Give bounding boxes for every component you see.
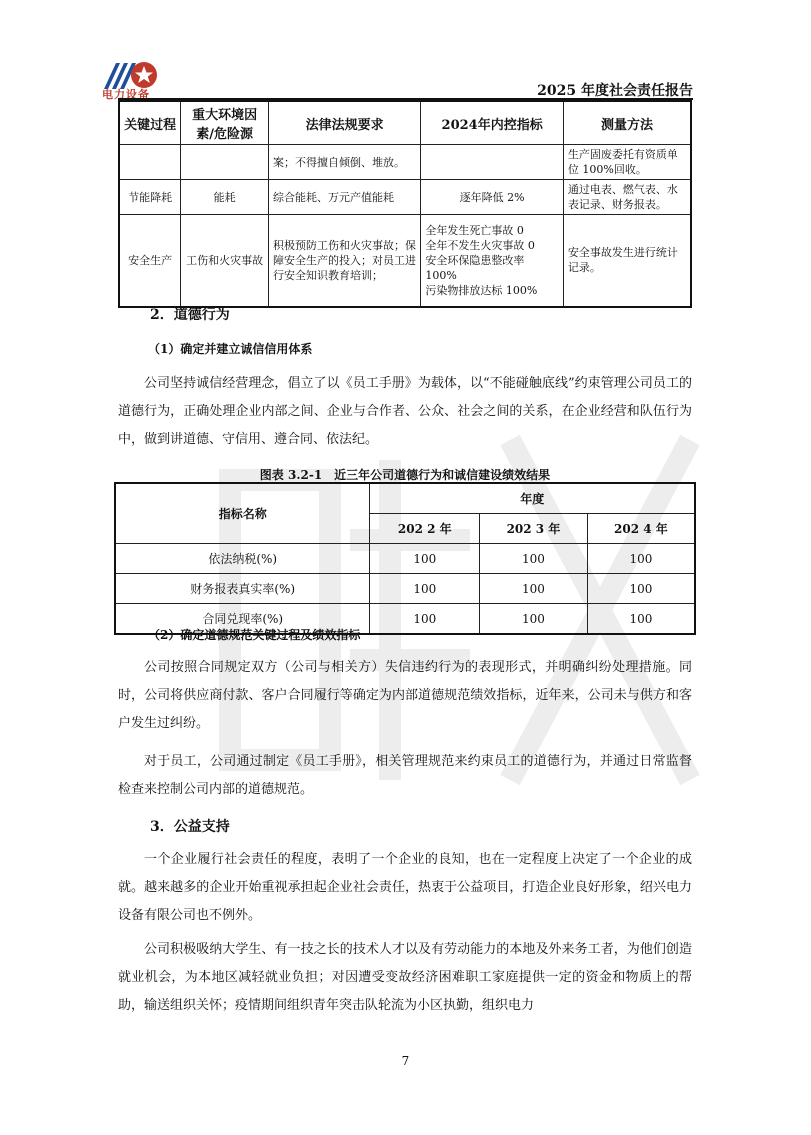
law-cell: 综合能耗、万元产值能耗 — [268, 180, 420, 215]
process-cell: 节能降耗 — [119, 180, 181, 215]
value-cell: 100 — [370, 574, 480, 604]
value-cell: 100 — [480, 544, 588, 574]
table-header-cell: 测量方法 — [563, 101, 691, 145]
indicator-name-cell: 财务报表真实率(%) — [115, 574, 370, 604]
indicator-name-cell: 依法纳税(%) — [115, 544, 370, 574]
paragraph: 一个企业履行社会责任的程度，表明了一个企业的良知，也在一定程度上决定了一个企业的成就。越来越多的企业开始重视承担起企业社会责任，热衷于公益项目，打造企业良好形象，绍兴电力设备有限公司也不例外。 — [118, 852, 692, 923]
method-cell: 通过电表、燃气表、水表记录、财务报表。 — [563, 180, 691, 215]
paragraph: 对于员工，公司通过制定《员工手册》，相关管理规范来约束员工的道德行为，并通过日常监督检查来控制公司内部的道德规范。 — [118, 754, 692, 797]
year-header: 年度 — [370, 483, 695, 514]
value-cell: 100 — [587, 604, 695, 635]
table-header-cell: 重大环境因素/危险源 — [181, 101, 269, 145]
table-header-cell: 关键过程 — [119, 101, 181, 145]
section-heading: 2．道德行为 — [150, 307, 230, 323]
table-row — [119, 215, 691, 307]
value-cell: 100 — [587, 574, 695, 604]
section-heading: 3．公益支持 — [150, 819, 230, 835]
table-header-row — [119, 101, 691, 145]
indicator-cell — [421, 145, 564, 180]
table-header-row — [115, 483, 695, 514]
factor-cell: 能耗 — [181, 180, 269, 215]
environment-safety-table — [118, 100, 692, 308]
table-caption: 图表 3.2-1 近三年公司道德行为和诚信建设绩效结果 — [259, 468, 551, 482]
value-cell: 100 — [480, 574, 588, 604]
subsection-heading: （2）确定道德规范关键过程及绩效指标 — [148, 628, 361, 642]
process-cell: 安全生产 — [119, 215, 181, 307]
logo-text: 电力设备 — [102, 88, 150, 101]
indicator-cell: 逐年降低 2% — [421, 180, 564, 215]
table-row — [119, 180, 691, 215]
table-header-cell: 法律法规要求 — [268, 101, 420, 145]
year-cell: 202 2 年 — [370, 514, 480, 544]
indicator-cell: 全年发生死亡事故 0 全年不发生火灾事故 0 安全环保隐患整改率 100% 污染物排放达标 100% — [421, 215, 564, 307]
year-cell: 202 3 年 — [480, 514, 588, 544]
ethics-performance-table — [114, 482, 696, 635]
table-row — [115, 574, 695, 604]
method-cell: 生产固废委托有资质单位 100%回收。 — [563, 145, 691, 180]
value-cell: 100 — [370, 604, 480, 635]
factor-cell: 工伤和火灾事故 — [181, 215, 269, 307]
table-header-cell: 2024年内控指标 — [421, 101, 564, 145]
factor-cell — [181, 145, 269, 180]
table-row — [115, 544, 695, 574]
indicator-name-header: 指标名称 — [115, 483, 370, 544]
paragraph: 公司积极吸纳大学生、有一技之长的技术人才以及有劳动能力的本地及外来务工者，为他们创造就业机会，为本地区减轻就业负担；对因遭受变故经济困难职工家庭提供一定的资金和物质上的帮助，输送组织关怀；疫情期间组织青年突击队轮流为小区执勤，组织电力 — [118, 942, 692, 1013]
process-cell — [119, 145, 181, 180]
law-cell: 积极预防工伤和火灾事故；保障安全生产的投入；对员工进行安全知识教育培训； — [268, 215, 420, 307]
subsection-heading: （1）确定并建立诚信信用体系 — [148, 342, 313, 356]
year-cell: 202 4 年 — [587, 514, 695, 544]
paragraph: 公司按照合同规定双方（公司与相关方）失信违约行为的表现形式，并明确纠纷处理措施。同时，公司将供应商付款、客户合同履行等确定为内部道德规范绩效指标，近年来，公司未与供方和客户发生过纠纷。 — [118, 660, 692, 731]
page-number: 7 — [401, 1054, 410, 1068]
value-cell: 100 — [370, 544, 480, 574]
indicator-name-cell: 合同兑现率(%) — [115, 604, 370, 635]
method-cell: 安全事故发生进行统计记录。 — [563, 215, 691, 307]
law-cell: 案；不得擅自倾倒、堆放。 — [268, 145, 420, 180]
value-cell: 100 — [587, 544, 695, 574]
paragraph: 公司坚持诚信经营理念，倡立了以《员工手册》为载体，以“不能碰触底线”约束管理公司员工的道德行为，正确处理企业内部之间、企业与合作者、公众、社会之间的关系，在企业经营和队伍行为中，做到讲道德、守信用、遵合同、依法纪。 — [118, 376, 692, 447]
report-title: 2025 年度社会责任报告 — [537, 83, 693, 99]
table-row — [119, 145, 691, 180]
value-cell: 100 — [480, 604, 588, 635]
